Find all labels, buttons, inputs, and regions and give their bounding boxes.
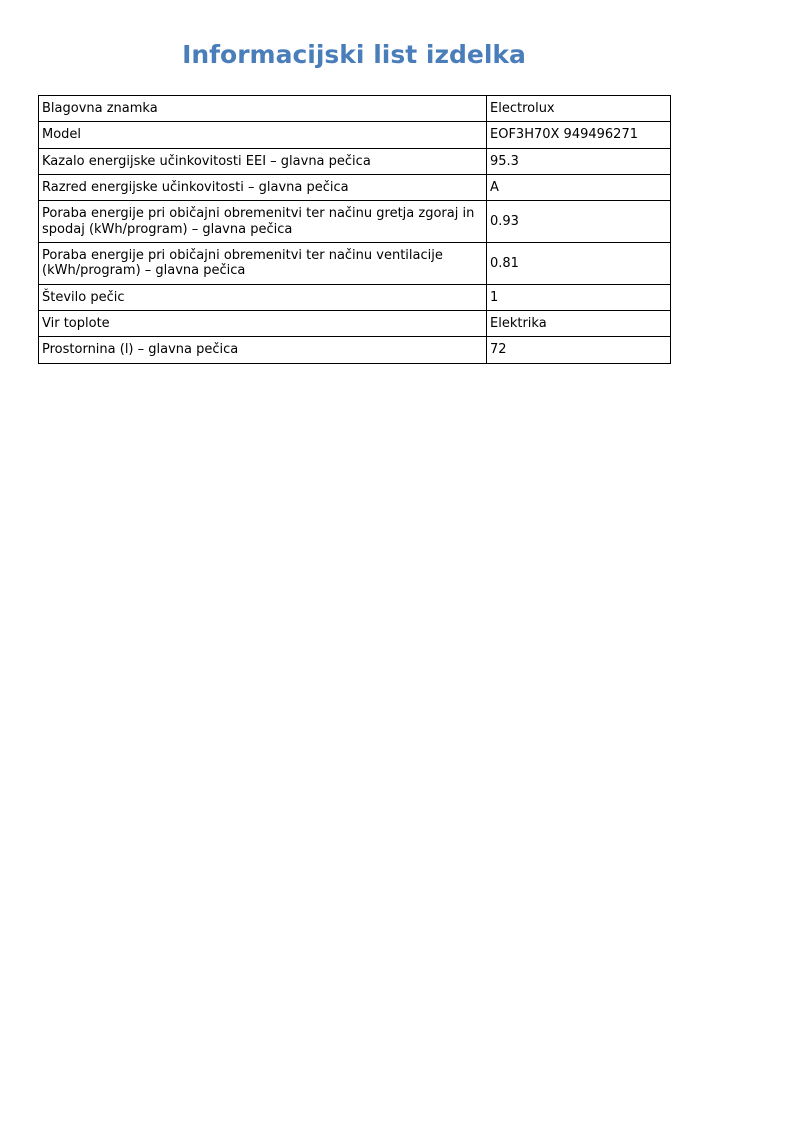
spec-label: Model: [39, 122, 487, 148]
spec-value: 1: [487, 284, 671, 310]
table-row: [39, 242, 671, 284]
spec-label: Kazalo energijske učinkovitosti EEI – glavna pečica: [39, 148, 487, 174]
spec-value: Electrolux: [487, 96, 671, 122]
spec-value: EOF3H70X 949496271: [487, 122, 671, 148]
table-row: [39, 310, 671, 336]
table-row: [39, 148, 671, 174]
table-row: [39, 96, 671, 122]
table-row: [39, 122, 671, 148]
product-info-table: [38, 95, 671, 364]
table-row: [39, 284, 671, 310]
table-row: [39, 174, 671, 200]
spec-value: A: [487, 174, 671, 200]
spec-value: 0.93: [487, 201, 671, 243]
spec-label: Poraba energije pri običajni obremenitvi ter načinu ventilacije (kWh/program) – glavna pečica: [39, 242, 487, 284]
page-title: Informacijski list izdelka: [182, 40, 526, 69]
spec-value: 72: [487, 337, 671, 363]
spec-label: Razred energijske učinkovitosti – glavna pečica: [39, 174, 487, 200]
spec-value: 95.3: [487, 148, 671, 174]
spec-value: Elektrika: [487, 310, 671, 336]
table-row: [39, 201, 671, 243]
spec-label: Blagovna znamka: [39, 96, 487, 122]
spec-label: Poraba energije pri običajni obremenitvi ter načinu gretja zgoraj in spodaj (kWh/program) – glavna pečica: [39, 201, 487, 243]
spec-label: Prostornina (l) – glavna pečica: [39, 337, 487, 363]
spec-value: 0.81: [487, 242, 671, 284]
spec-label: Vir toplote: [39, 310, 487, 336]
spec-label: Število pečic: [39, 284, 487, 310]
table-row: [39, 337, 671, 363]
